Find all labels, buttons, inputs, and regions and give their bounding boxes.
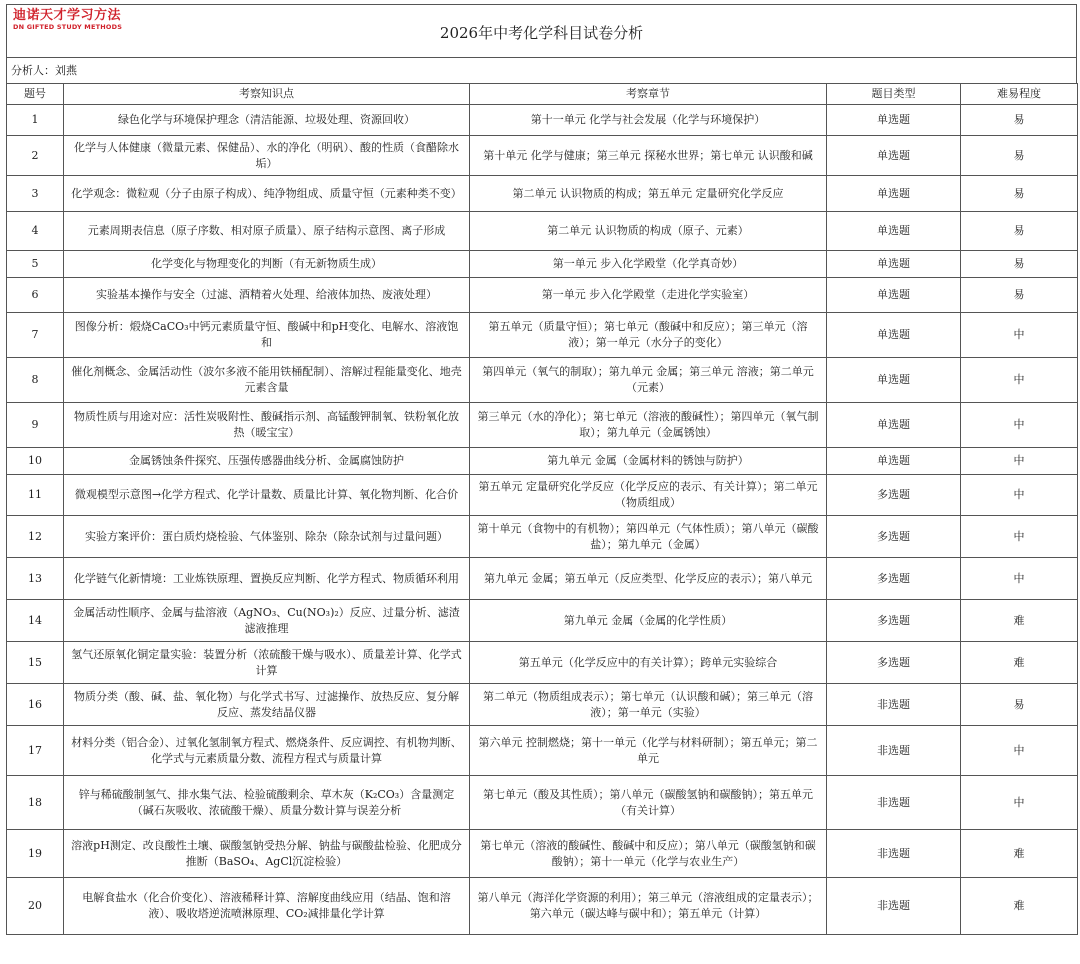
table-row: [7, 726, 1078, 776]
cell-level: 中: [961, 403, 1078, 448]
title-row: [6, 4, 1077, 58]
cell-level: 易: [961, 212, 1078, 251]
cell-level: 易: [961, 251, 1078, 278]
table-row: [7, 212, 1078, 251]
cell-no: 11: [7, 475, 64, 516]
analysis-table: [6, 83, 1078, 935]
cell-chapter: 第十单元（食物中的有机物）；第四单元（气体性质）；第八单元（碳酸盐）；第九单元（金属）: [470, 516, 827, 558]
analysis-sheet: [6, 4, 1077, 935]
table-body: [7, 105, 1078, 935]
cell-chapter: 第八单元（海洋化学资源的利用）；第三单元（溶液组成的定量表示）；第六单元（碳达峰与碳中和）；第五单元（计算）: [470, 878, 827, 935]
table-row: [7, 475, 1078, 516]
table-row: [7, 358, 1078, 403]
cell-no: 10: [7, 448, 64, 475]
cell-type: 单选题: [827, 278, 961, 313]
cell-level: 易: [961, 136, 1078, 176]
analyst-row: [6, 58, 1077, 83]
table-row: [7, 251, 1078, 278]
cell-level: 中: [961, 726, 1078, 776]
cell-level: 难: [961, 830, 1078, 878]
cell-topic: 物质分类（酸、碱、盐、氧化物）与化学式书写、过滤操作、放热反应、复分解反应、蒸发结晶仪器: [64, 684, 470, 726]
cell-topic: 图像分析：煅烧CaCO₃中钙元素质量守恒、酸碱中和pH变化、电解水、溶液饱和: [64, 313, 470, 358]
cell-no: 12: [7, 516, 64, 558]
table-row: [7, 278, 1078, 313]
cell-topic: 化学链气化新情境：工业炼铁原理、置换反应判断、化学方程式、物质循环利用: [64, 558, 470, 600]
cell-chapter: 第五单元 定量研究化学反应（化学反应的表示、有关计算）；第二单元（物质组成）: [470, 475, 827, 516]
cell-type: 单选题: [827, 251, 961, 278]
cell-chapter: 第七单元（酸及其性质）；第八单元（碳酸氢钠和碳酸钠）；第五单元（有关计算）: [470, 776, 827, 830]
cell-type: 非选题: [827, 776, 961, 830]
cell-chapter: 第二单元（物质组成表示）；第七单元（认识酸和碱）；第三单元（溶液）；第一单元（实验）: [470, 684, 827, 726]
table-row: [7, 684, 1078, 726]
cell-type: 单选题: [827, 176, 961, 212]
logo-cn-text: 迪诺天才学习方法: [13, 8, 122, 23]
cell-no: 7: [7, 313, 64, 358]
logo-en-text: DN GIFTED STUDY METHODS: [13, 23, 123, 31]
cell-no: 16: [7, 684, 64, 726]
table-row: [7, 403, 1078, 448]
cell-type: 多选题: [827, 600, 961, 642]
table-row: [7, 600, 1078, 642]
cell-type: 单选题: [827, 136, 961, 176]
cell-level: 中: [961, 448, 1078, 475]
cell-chapter: 第一单元 步入化学殿堂（化学真奇妙）: [470, 251, 827, 278]
table-row: [7, 448, 1078, 475]
cell-topic: 实验基本操作与安全（过滤、酒精着火处理、给液体加热、废液处理）: [64, 278, 470, 313]
cell-chapter: 第二单元 认识物质的构成（原子、元素）: [470, 212, 827, 251]
cell-no: 2: [7, 136, 64, 176]
header-level: 难易程度: [961, 84, 1078, 105]
table-row: [7, 878, 1078, 935]
cell-no: 14: [7, 600, 64, 642]
cell-topic: 金属活动性顺序、金属与盐溶液（AgNO₃、Cu(NO₃)₂）反应、过量分析、滤渣滤液推理: [64, 600, 470, 642]
cell-topic: 化学与人体健康（微量元素、保健品）、水的净化（明矾）、酸的性质（食醋除水垢）: [64, 136, 470, 176]
cell-type: 非选题: [827, 726, 961, 776]
cell-no: 15: [7, 642, 64, 684]
cell-type: 单选题: [827, 358, 961, 403]
cell-type: 非选题: [827, 830, 961, 878]
cell-no: 18: [7, 776, 64, 830]
cell-level: 中: [961, 776, 1078, 830]
cell-topic: 微观模型示意图→化学方程式、化学计量数、质量比计算、氧化物判断、化合价: [64, 475, 470, 516]
analyst-label: 分析人：: [11, 64, 55, 77]
cell-chapter: 第九单元 金属；第五单元（反应类型、化学反应的表示）；第八单元: [470, 558, 827, 600]
cell-type: 非选题: [827, 684, 961, 726]
cell-topic: 锌与稀硫酸制氢气、排水集气法、检验硫酸剩余、草木灰（K₂CO₃）含量测定（碱石灰吸收、浓硫酸干燥）、质量分数计算与误差分析: [64, 776, 470, 830]
cell-level: 难: [961, 600, 1078, 642]
cell-type: 非选题: [827, 878, 961, 935]
cell-level: 易: [961, 684, 1078, 726]
cell-chapter: 第一单元 步入化学殿堂（走进化学实验室）: [470, 278, 827, 313]
header-topic: 考察知识点: [64, 84, 470, 105]
cell-no: 20: [7, 878, 64, 935]
cell-no: 1: [7, 105, 64, 136]
cell-no: 19: [7, 830, 64, 878]
cell-topic: 绿色化学与环境保护理念（清洁能源、垃圾处理、资源回收）: [64, 105, 470, 136]
cell-type: 单选题: [827, 105, 961, 136]
table-row: [7, 105, 1078, 136]
cell-type: 单选题: [827, 448, 961, 475]
header-chapter: 考察章节: [470, 84, 827, 105]
cell-topic: 溶液pH测定、改良酸性土壤、碳酸氢钠受热分解、钠盐与碳酸盐检验、化肥成分推断（BaSO₄、AgCl沉淀检验）: [64, 830, 470, 878]
cell-type: 多选题: [827, 642, 961, 684]
cell-type: 单选题: [827, 403, 961, 448]
cell-chapter: 第五单元（质量守恒）；第七单元（酸碱中和反应）；第三单元（溶液）；第一单元（水分子的变化）: [470, 313, 827, 358]
table-header-row: [7, 84, 1078, 105]
cell-topic: 电解食盐水（化合价变化）、溶液稀释计算、溶解度曲线应用（结晶、饱和溶液）、吸收塔逆流喷淋原理、CO₂减排量化学计算: [64, 878, 470, 935]
table-row: [7, 176, 1078, 212]
cell-no: 5: [7, 251, 64, 278]
cell-chapter: 第九单元 金属（金属的化学性质）: [470, 600, 827, 642]
cell-level: 中: [961, 313, 1078, 358]
cell-chapter: 第四单元（氧气的制取）；第九单元 金属；第三单元 溶液；第二单元（元素）: [470, 358, 827, 403]
page-title: 2026年中考化学科目试卷分析: [439, 24, 644, 42]
analyst-name: 刘燕: [55, 64, 77, 77]
cell-topic: 材料分类（铝合金）、过氧化氢制氧方程式、燃烧条件、反应调控、有机物判断、化学式与元素质量分数、流程方程式与质量计算: [64, 726, 470, 776]
cell-no: 9: [7, 403, 64, 448]
cell-level: 易: [961, 278, 1078, 313]
table-row: [7, 830, 1078, 878]
cell-level: 难: [961, 642, 1078, 684]
cell-no: 17: [7, 726, 64, 776]
cell-chapter: 第三单元（水的净化）；第七单元（溶液的酸碱性）；第四单元（氧气制取）；第九单元（金属锈蚀）: [470, 403, 827, 448]
cell-no: 6: [7, 278, 64, 313]
header-type: 题目类型: [827, 84, 961, 105]
cell-topic: 氢气还原氧化铜定量实验：装置分析（浓硫酸干燥与吸水）、质量差计算、化学式计算: [64, 642, 470, 684]
cell-chapter: 第十单元 化学与健康；第三单元 探秘水世界；第七单元 认识酸和碱: [470, 136, 827, 176]
cell-type: 单选题: [827, 212, 961, 251]
cell-level: 中: [961, 516, 1078, 558]
cell-type: 多选题: [827, 475, 961, 516]
table-row: [7, 558, 1078, 600]
cell-chapter: 第九单元 金属（金属材料的锈蚀与防护）: [470, 448, 827, 475]
cell-topic: 金属锈蚀条件探究、压强传感器曲线分析、金属腐蚀防护: [64, 448, 470, 475]
cell-topic: 催化剂概念、金属活动性（波尔多液不能用铁桶配制）、溶解过程能量变化、地壳元素含量: [64, 358, 470, 403]
cell-type: 多选题: [827, 558, 961, 600]
cell-chapter: 第七单元（溶液的酸碱性、酸碱中和反应）；第八单元（碳酸氢钠和碳酸钠）；第十一单元（化学与农业生产）: [470, 830, 827, 878]
cell-topic: 元素周期表信息（原子序数、相对原子质量）、原子结构示意图、离子形成: [64, 212, 470, 251]
header-no: 题号: [7, 84, 64, 105]
cell-level: 难: [961, 878, 1078, 935]
cell-topic: 实验方案评价：蛋白质灼烧检验、气体鉴别、除杂（除杂试剂与过量问题）: [64, 516, 470, 558]
cell-chapter: 第二单元 认识物质的构成；第五单元 定量研究化学反应: [470, 176, 827, 212]
cell-topic: 化学观念：微粒观（分子由原子构成）、纯净物组成、质量守恒（元素种类不变）: [64, 176, 470, 212]
cell-type: 多选题: [827, 516, 961, 558]
table-row: [7, 516, 1078, 558]
cell-level: 中: [961, 558, 1078, 600]
cell-no: 8: [7, 358, 64, 403]
cell-no: 13: [7, 558, 64, 600]
cell-level: 易: [961, 176, 1078, 212]
cell-chapter: 第十一单元 化学与社会发展（化学与环境保护）: [470, 105, 827, 136]
cell-no: 4: [7, 212, 64, 251]
table-row: [7, 776, 1078, 830]
table-row: [7, 642, 1078, 684]
cell-level: 中: [961, 475, 1078, 516]
cell-chapter: 第六单元 控制燃烧；第十一单元（化学与材料研制）；第五单元；第二单元: [470, 726, 827, 776]
table-row: [7, 136, 1078, 176]
cell-level: 易: [961, 105, 1078, 136]
cell-topic: 物质性质与用途对应：活性炭吸附性、酸碱指示剂、高锰酸钾制氧、铁粉氧化放热（暖宝宝）: [64, 403, 470, 448]
cell-level: 中: [961, 358, 1078, 403]
cell-no: 3: [7, 176, 64, 212]
table-row: [7, 313, 1078, 358]
cell-chapter: 第五单元（化学反应中的有关计算）；跨单元实验综合: [470, 642, 827, 684]
cell-topic: 化学变化与物理变化的判断（有无新物质生成）: [64, 251, 470, 278]
cell-type: 单选题: [827, 313, 961, 358]
